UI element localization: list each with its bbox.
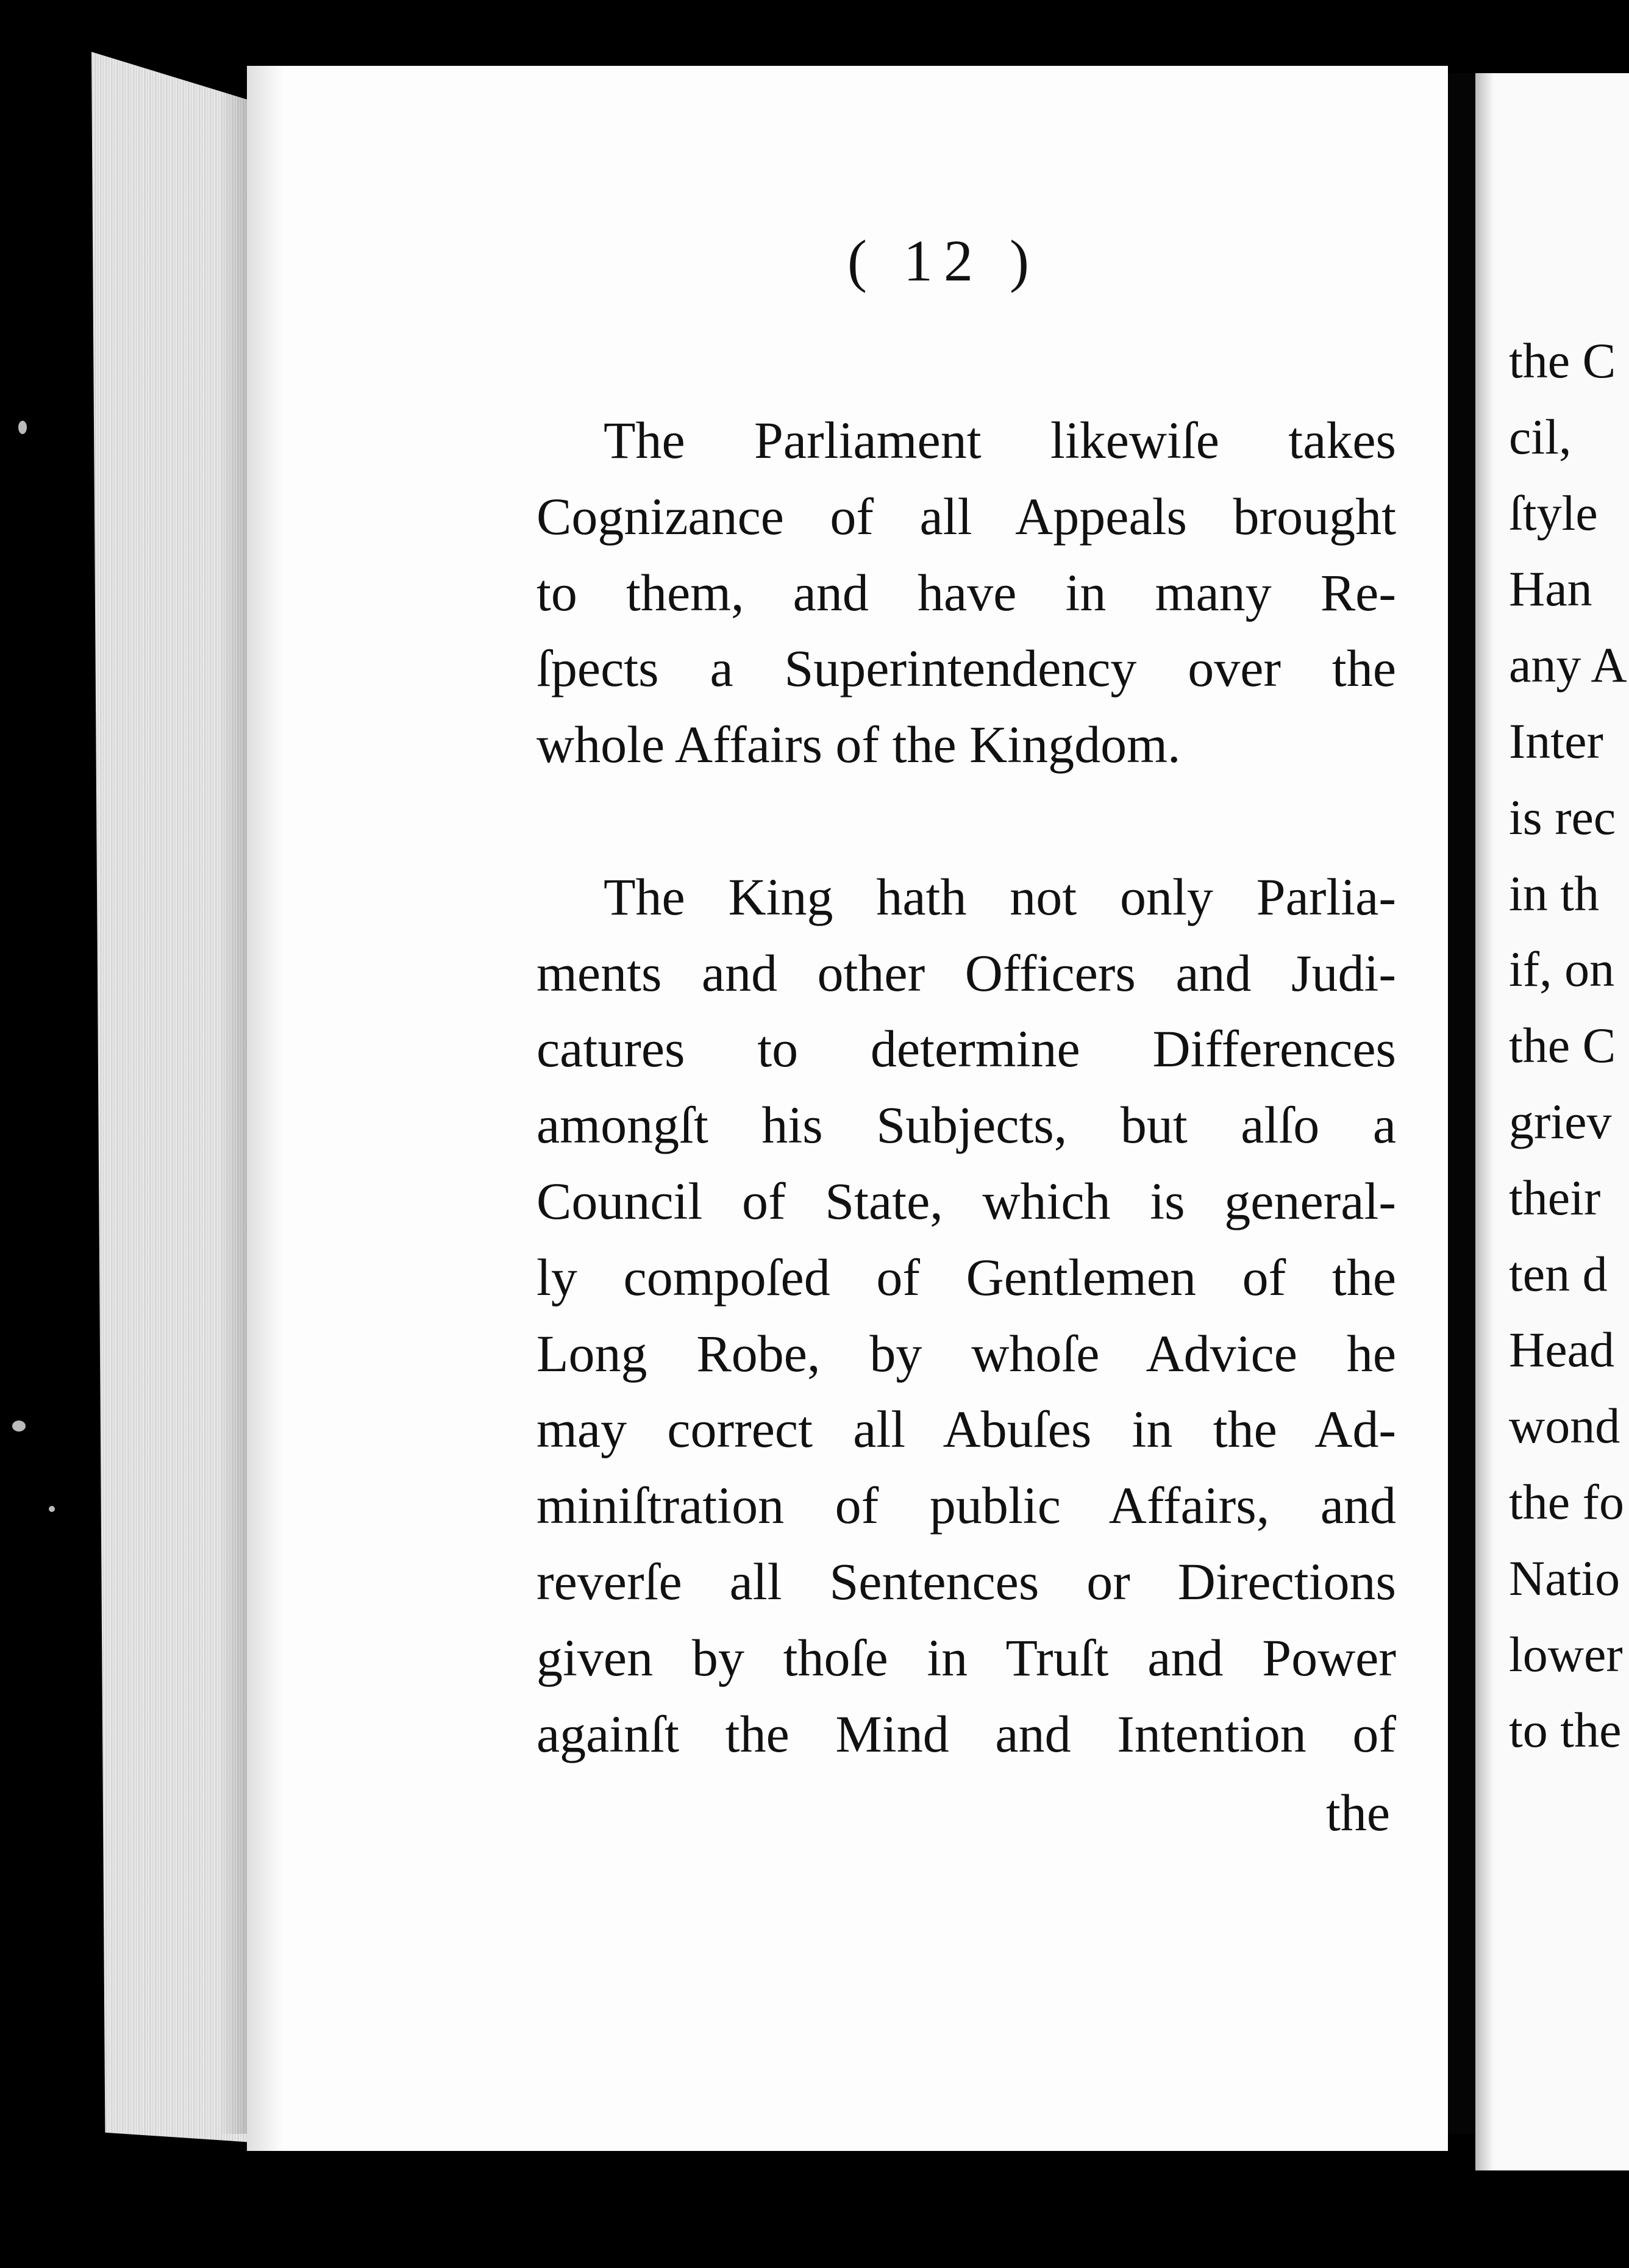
scan-speck [49,1506,55,1512]
text-line: ly compoſed of Gentlemen of the [536,1247,1396,1307]
text-line: reverſe all Sentences or Directions [536,1552,1396,1611]
facing-line: wond [1509,1398,1620,1454]
facing-line: to the [1509,1702,1622,1758]
paragraph-parliament [536,402,1396,783]
facing-line: in th [1509,865,1600,921]
facing-line: if, on [1509,941,1615,997]
facing-page-text [1509,323,1627,1769]
facing-line: any A [1509,637,1627,693]
scan-speck [18,421,27,434]
facing-line: the fo [1509,1474,1624,1530]
page-edge-shadow [219,61,250,2134]
text-line: catures to determine Differences [536,1019,1396,1079]
text-line: may correct all Abuſes in the Ad- [536,1400,1396,1459]
facing-line: cil, [1509,408,1572,465]
facing-line: Head [1509,1322,1615,1378]
facing-line: Natio [1509,1550,1620,1606]
facing-line: the C [1509,1018,1616,1074]
text-line: The King hath not only Parlia- [604,867,1396,926]
facing-line: lower [1509,1626,1623,1682]
scan-speck [12,1421,26,1432]
text-line: Cognizance of all Appeals brought [536,487,1396,546]
text-line: given by thoſe in Truſt and Power [536,1628,1396,1687]
text-line: amongſt his Subjects, but alſo a [536,1096,1396,1155]
facing-line: griev [1509,1093,1612,1149]
page-body-text [536,402,1396,1772]
catchword: the [1326,1783,1391,1842]
right-page-fragment [1475,73,1629,2170]
text-line: ſpects a Superintendency over the [536,639,1396,698]
facing-line: ten d [1509,1246,1608,1302]
text-line: againſt the Mind and Intention of [536,1704,1396,1763]
text-line: ments and other Officers and Judi- [536,943,1396,1002]
facing-line: Inter [1509,713,1603,769]
facing-line: their [1509,1169,1601,1225]
text-line: to them, and have in many Re- [536,563,1396,622]
facing-line: Han [1509,561,1592,617]
page-number: ( 12 ) [847,228,1040,293]
text-line: miniſtration of public Affairs, and [536,1476,1396,1535]
paragraph-king-council [536,859,1396,1772]
facing-line: ſtyle [1509,485,1598,541]
text-line: Council of State, which is general- [536,1171,1396,1230]
text-line: The Parliament likewiſe takes [604,411,1396,469]
facing-line: is rec [1509,789,1616,845]
text-line: Long Robe, by whoſe Advice he [536,1324,1396,1383]
facing-line: the C [1509,333,1616,388]
text-line: whole Affairs of the Kingdom. [536,715,1181,774]
